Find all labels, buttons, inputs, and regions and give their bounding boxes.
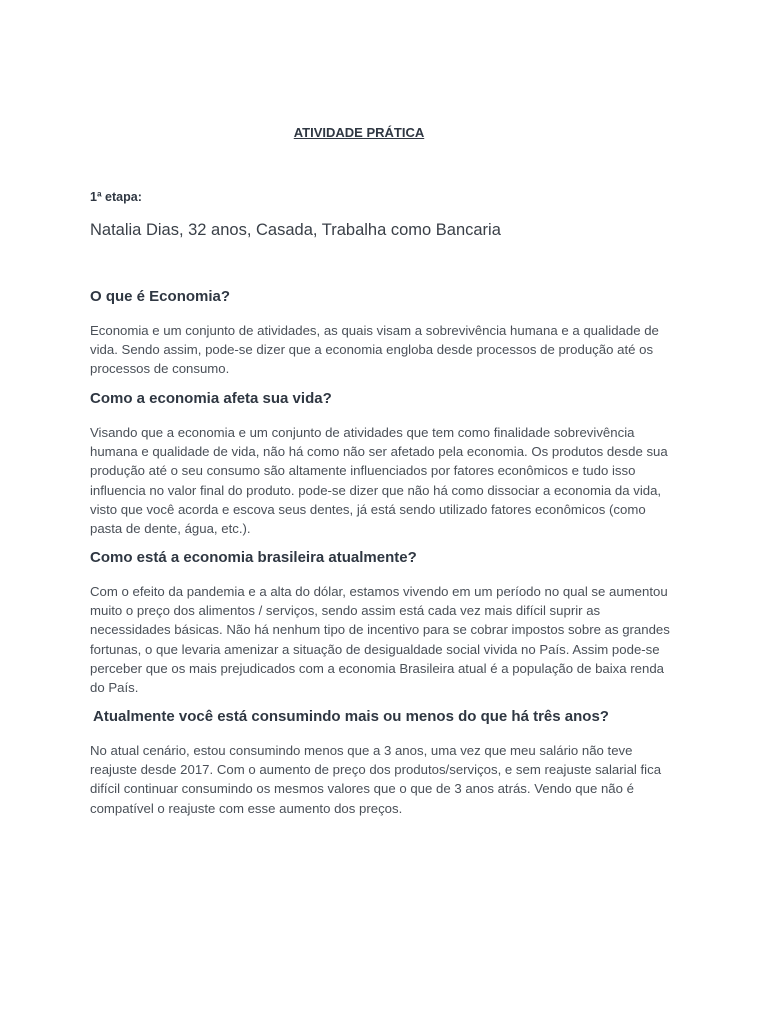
section-body-economia: Economia e um conjunto de atividades, as quais visam a sobrevivência humana e a qualidade de vida. Sendo assim, pode-se dizer que a economia engloba desde processos de produção até os processos de consumo. — [90, 323, 659, 377]
section-heading-economia-brasileira: Como está a economia brasileira atualmente? — [90, 549, 417, 566]
section-body-consumo: No atual cenário, estou consumindo menos que a 3 anos, uma vez que meu salário não teve reajuste desde 2017. Com o aumento de preço dos produtos/serviços, e sem reajuste salarial fica difícil continuar consumindo os mesmos valores que o que de 3 anos atrás. Vendo que não é compatível o reajuste com esse aumento dos preços. — [90, 743, 662, 816]
section-body-economia-brasileira: Com o efeito da pandemia e a alta do dólar, estamos vivendo em um período no qual se aumentou muito o preço dos alimentos / serviços, sendo assim está cada vez mais difícil suprir as necessidades básicas. Não há nenhum tipo de incentivo para se cobrar impostos sobre as grandes fortunas, o que levaria amenizar a situação de desigualdade social vivida no País. Assim pode-se perceber que os mais prejudicados com a economia Brasileira atual é a população de baixa renda do País. — [90, 584, 670, 696]
section-heading-economia: O que é Economia? — [90, 288, 231, 305]
person-description: Natalia Dias, 32 anos, Casada, Trabalha como Bancaria — [90, 221, 501, 239]
stage-label: 1ª etapa: — [90, 190, 142, 204]
section-body-afeta-vida: Visando que a economia e um conjunto de atividades que tem como finalidade sobrevivência humana e qualidade de vida, não há como não ser afetado pela economia. Os produtos desde sua produção até o seu consumo são altamente influenciados por fatores econômicos e tudo isso influencia no valor final do produto. pode-se dizer que não há como dissociar a economia da vida, visto que você acorda e escova seus dentes, já está sendo utilizado fatores econômicos (como pasta de dente, água, etc.). — [90, 425, 668, 537]
section-heading-afeta-vida: Como a economia afeta sua vida? — [90, 390, 332, 407]
document-title: ATIVIDADE PRÁTICA — [293, 125, 425, 140]
section-heading-consumo: Atualmente você está consumindo mais ou menos do que há três anos? — [93, 708, 609, 725]
